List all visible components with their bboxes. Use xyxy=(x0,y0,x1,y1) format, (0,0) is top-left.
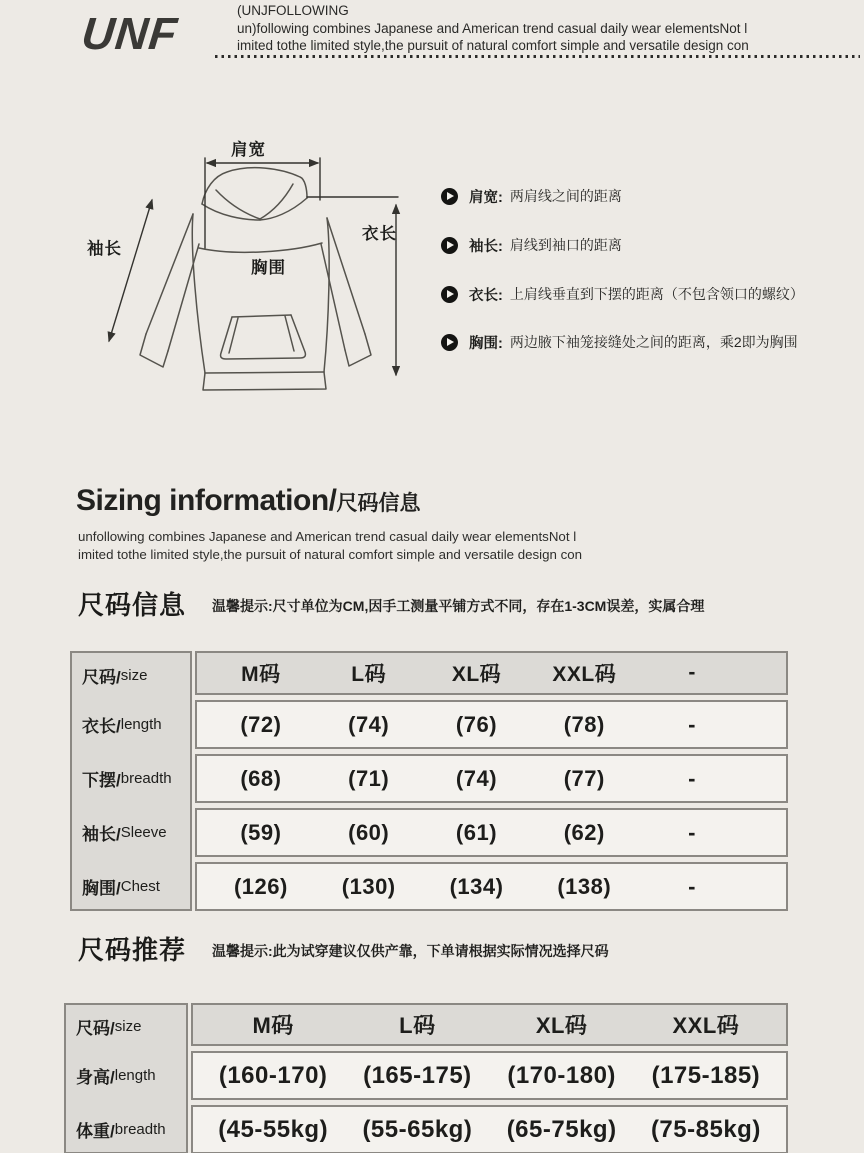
bullet-desc: 两肩线之间的距离 xyxy=(509,188,622,204)
bullet-desc: 上肩线垂直到下摆的距离（不包含领口的螺纹） xyxy=(509,286,804,302)
play-icon xyxy=(441,334,458,351)
size-value: (59) xyxy=(240,819,282,845)
table-header-row xyxy=(195,651,788,695)
size-table-label-column xyxy=(70,651,192,911)
row-label: 下摆/ breadth xyxy=(82,769,172,790)
table-row xyxy=(191,1051,788,1100)
measure-bullet-chest xyxy=(441,332,798,352)
size-value: (76) xyxy=(455,711,498,737)
header-line-1: (UNJFOLLOWING xyxy=(237,3,349,18)
size-value: (138) xyxy=(557,873,612,899)
size-value: - xyxy=(688,711,696,737)
size-value: (170-180) xyxy=(507,1061,616,1089)
size-table-label-column xyxy=(64,1003,188,1153)
row-label: 胸围/ Chest xyxy=(82,877,160,898)
bullet-desc: 两边腋下袖笼接缝处之间的距离，乘2即为胸围 xyxy=(509,334,798,350)
size-value: (165-175) xyxy=(363,1061,472,1089)
col-header: L码 xyxy=(351,663,387,686)
section-size-recommend xyxy=(78,930,609,967)
section-title: 尺码推荐 xyxy=(78,935,187,965)
size-value: (160-170) xyxy=(218,1061,328,1089)
size-value: (71) xyxy=(348,765,390,791)
measure-bullet-shoulder xyxy=(441,186,622,206)
col-header: M码 xyxy=(252,1013,294,1038)
header-description xyxy=(237,2,847,55)
sizing-heading-cn: 尺码信息 xyxy=(336,492,421,515)
sizing-heading-en: Sizing information/ xyxy=(76,484,337,517)
section-title: 尺码信息 xyxy=(78,590,187,620)
size-value: (126) xyxy=(233,873,288,899)
sizing-subtext-line-2: imited tothe limited style,the pursuit of natural comfort simple and versatile design con xyxy=(78,547,583,562)
table-row xyxy=(195,754,788,803)
sizing-heading xyxy=(76,484,421,518)
row-label: 衣长/ length xyxy=(82,715,162,736)
bullet-term: 衣长: xyxy=(469,287,503,304)
bullet-term: 袖长: xyxy=(469,238,503,255)
row-label: 身高/ length xyxy=(76,1066,156,1087)
header-line-2: un)following combines Japanese and American trend casual daily wear elementsNot l xyxy=(237,20,748,36)
size-value: (74) xyxy=(455,765,498,791)
col-header: - xyxy=(688,661,696,684)
size-value: (78) xyxy=(563,711,605,737)
bullet-term: 胸围: xyxy=(469,335,503,352)
diagram-label-length: 衣长 xyxy=(362,225,397,243)
sizing-subtext-line-1: unfollowing combines Japanese and American trend casual daily wear elementsNot l xyxy=(78,529,577,544)
size-value: (45-55kg) xyxy=(218,1115,329,1143)
size-value: (130) xyxy=(341,873,396,899)
bullet-term: 肩宽: xyxy=(469,189,503,206)
size-value: (62) xyxy=(563,819,605,845)
play-icon xyxy=(441,188,458,205)
row-label: 体重/ breadth xyxy=(76,1120,166,1141)
dotted-divider xyxy=(215,55,860,58)
diagram-label-chest: 胸围 xyxy=(251,259,286,277)
sizing-subtext xyxy=(78,528,582,564)
sleeve-arrow xyxy=(109,200,152,341)
brand-logo: UNF xyxy=(79,8,181,59)
table-row xyxy=(195,862,788,911)
row-label: 尺码/ size xyxy=(76,1018,142,1038)
size-value: (75-85kg) xyxy=(650,1115,761,1143)
row-label: 尺码/ size xyxy=(82,666,148,687)
size-value: (68) xyxy=(240,765,282,791)
section-note: 温馨提示:此为试穿建议仅供产靠，下单请根据实际情况选择尺码 xyxy=(212,942,609,959)
size-value: (134) xyxy=(449,873,504,899)
header-line-3: imited tothe limited style,the pursuit of natural comfort simple and versatile design con xyxy=(237,38,749,53)
col-header: M码 xyxy=(241,663,281,686)
measure-bullet-sleeve xyxy=(441,235,622,255)
size-table-data xyxy=(191,1003,788,1153)
size-value: - xyxy=(688,819,696,845)
bullet-desc: 肩线到袖口的距离 xyxy=(509,237,622,253)
table-header-row xyxy=(191,1003,788,1046)
table-row xyxy=(191,1105,788,1153)
row-label: 袖长/ Sleeve xyxy=(82,823,167,844)
section-size-info xyxy=(78,585,704,622)
size-value: (77) xyxy=(563,765,605,791)
size-value: - xyxy=(688,873,696,899)
size-value: (175-185) xyxy=(651,1061,761,1089)
col-header: L码 xyxy=(399,1013,436,1038)
size-value: - xyxy=(688,765,696,791)
col-header: XXL码 xyxy=(552,663,617,686)
size-value: (60) xyxy=(348,819,390,845)
size-value: (65-75kg) xyxy=(506,1115,617,1143)
diagram-label-sleeve: 袖长 xyxy=(87,240,122,258)
measure-bullet-length xyxy=(441,284,804,304)
size-value: (74) xyxy=(348,711,390,737)
col-header: XXL码 xyxy=(672,1013,740,1038)
section-note: 温馨提示:尺寸单位为CM,因手工测量平铺方式不同，存在1-3CM误差，实属合理 xyxy=(212,597,705,614)
size-value: (61) xyxy=(455,819,498,845)
size-value: (55-65kg) xyxy=(362,1115,473,1143)
table-row xyxy=(195,808,788,857)
size-table-data xyxy=(195,651,788,916)
table-row xyxy=(195,700,788,749)
diagram-label-shoulder: 肩宽 xyxy=(231,141,266,159)
col-header: XL码 xyxy=(451,663,502,686)
col-header: XL码 xyxy=(535,1013,588,1038)
play-icon xyxy=(441,286,458,303)
size-value: (72) xyxy=(240,711,282,737)
play-icon xyxy=(441,237,458,254)
